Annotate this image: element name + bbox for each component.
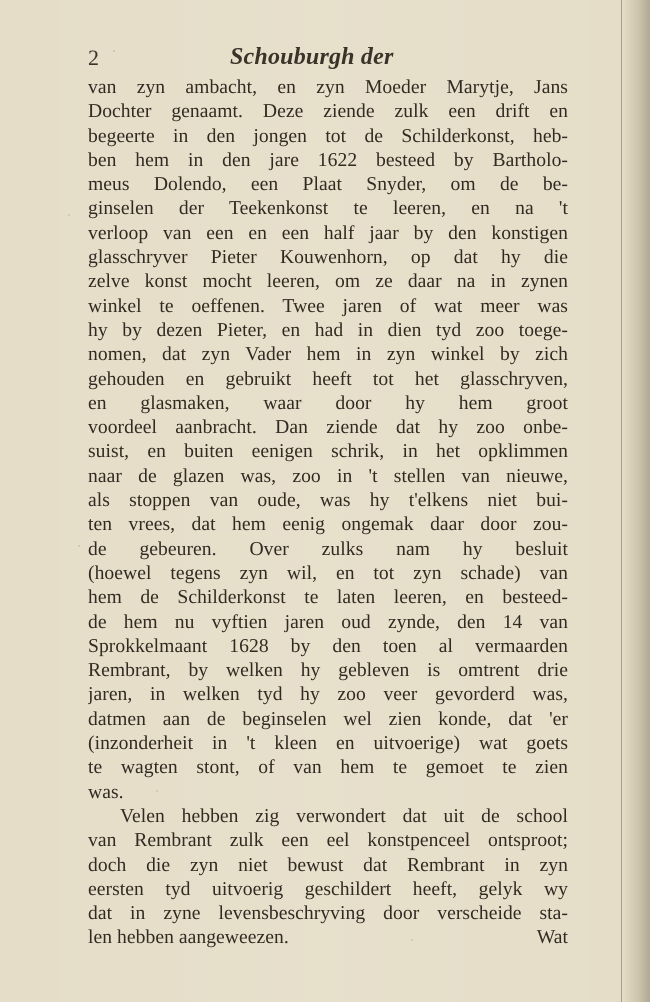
text-line: voordeel aanbracht. Dan ziende dat hy zoo onbe- <box>88 417 568 439</box>
last-text-fragment: len hebben aangeweezen. <box>88 927 289 949</box>
text-line: naar de glazen was, zoo in 't stellen van nieuwe, <box>88 465 568 487</box>
page-number: 2 <box>88 45 100 70</box>
text-line: ginselen der Teekenkonst te leeren, en na 't <box>88 198 568 220</box>
text-line: en glasmaken, waar door hy hem groot <box>88 392 568 414</box>
text-line: glasschryver Pieter Kouwenhorn, op dat hy die <box>88 247 568 269</box>
text-line: ben hem in den jare 1622 besteed by Bartholo- <box>88 149 568 171</box>
text-line: jaren, in welken tyd hy zoo veer gevorderd was, <box>88 684 568 706</box>
text-line: van Rembrant zulk een eel konstpenceel ontsproot; <box>88 830 568 852</box>
text-line: nomen, dat zyn Vader hem in zyn winkel by zich <box>88 344 568 366</box>
text-line: Dochter genaamt. Deze ziende zulk een drift en <box>88 101 568 123</box>
text-line: van zyn ambacht, en zyn Moeder Marytje, Jans <box>88 77 568 98</box>
text-line: gehouden en gebruikt heeft tot het glasschryven, <box>88 368 568 390</box>
text-line: te wagten stont, of van hem te gemoet te zien <box>88 757 568 779</box>
text-line: de gebeuren. Over zulks nam hy besluit <box>88 538 568 560</box>
text-line: begeerte in den jongen tot de Schilderkonst, heb- <box>88 125 568 147</box>
paragraph-start-line: Velen hebben zig verwondert dat uit de school <box>120 805 568 827</box>
text-line: doch die zyn niet bewust dat Rembrant in zyn <box>88 854 568 876</box>
text-line: als stoppen van oude, was hy t'elkens niet bui- <box>88 490 568 512</box>
text-line: (hoewel tegens zyn wil, en tot zyn schade) van <box>88 562 568 584</box>
page-edge-shadow <box>621 0 650 1002</box>
text-line: verloop van een en een half jaar by den konstigen <box>88 222 568 244</box>
page-header <box>88 39 568 75</box>
text-line: eersten tyd uitvoerig geschildert heeft, gelyk wy <box>88 878 568 900</box>
text-line: Sprokkelmaant 1628 by den toen al vermaarden <box>88 635 568 657</box>
text-line: zelve konst mocht leeren, om ze daar na in zynen <box>88 271 568 293</box>
text-line: suist, en buiten eenigen schrik, in het opklimmen <box>88 441 568 463</box>
running-title: Schouburgh der <box>230 44 394 70</box>
catchword: Wat <box>536 927 568 949</box>
text-line: was. <box>88 781 124 803</box>
text-line: dat in zyne levensbeschryving door verscheide sta- <box>88 903 568 925</box>
text-line: hy by dezen Pieter, en had in dien tyd zoo toege- <box>88 319 568 341</box>
text-line: (inzonderheit in 't kleen en uitvoerige) wat goets <box>88 733 568 755</box>
text-line: meus Dolendo, een Plaat Snyder, om de be- <box>88 174 568 196</box>
paper-speck <box>68 214 70 216</box>
last-text-line <box>88 926 568 950</box>
text-line: de hem nu vyftien jaren oud zynde, den 14 van <box>88 611 568 633</box>
text-line: ten vrees, dat hem eenig ongemak daar door zou- <box>88 514 568 536</box>
paper-speck <box>78 545 80 547</box>
text-line: Rembrant, by welken hy gebleven is omtrent drie <box>88 660 568 682</box>
text-line: hem de Schilderkonst te laten leeren, en besteed- <box>88 587 568 609</box>
main-text-block <box>88 76 568 951</box>
text-line: winkel te oeffenen. Twee jaren of wat meer was <box>88 295 568 317</box>
text-line: datmen aan de beginselen wel zien konde, dat 'er <box>88 708 568 730</box>
